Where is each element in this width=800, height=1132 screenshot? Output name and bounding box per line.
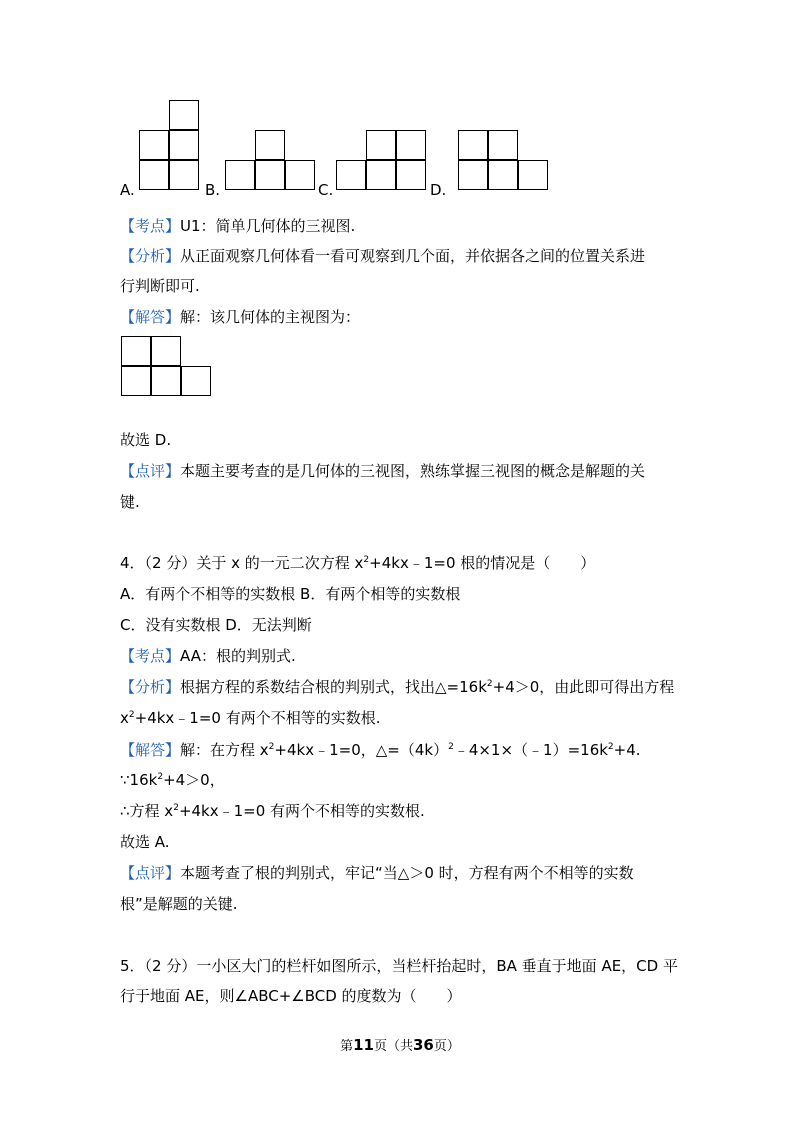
q5-stem-cont: 行于地面 AE，则∠ABC+∠BCD 的度数为（ ） [120, 987, 462, 1005]
q4-stem: 4．（2 分）关于 x 的一元二次方程 $x^2+4kx﹣1=0$ 根的情况是（ ） [120, 554, 596, 572]
q3-jieda: 【解答】解：该几何体的主视图为： [120, 308, 361, 326]
option-d-label: D. [430, 181, 447, 199]
jieda-tag: 【解答】 [120, 308, 181, 326]
dianping-tag: 【点评】 [120, 864, 181, 882]
q4-dianping-cont: 根”是解题的关键. [120, 895, 238, 913]
jieda-tag: 【解答】 [120, 741, 181, 759]
fenxi-tag: 【分析】 [120, 678, 181, 696]
q3-dianping: 【点评】本题主要考查的是几何体的三视图，熟练掌握三视图的概念是解题的关 [120, 462, 646, 480]
q4-kaodian: 【考点】AA：根的判别式. [120, 647, 296, 665]
option-a-label: A. [120, 181, 135, 199]
dianping-tag: 【点评】 [120, 462, 181, 480]
total-pages: 36 [413, 1036, 434, 1054]
q4-choice: 故选 A. [120, 833, 170, 851]
option-c-label: C. [318, 181, 334, 199]
q3-dianping-cont: 键. [120, 493, 140, 511]
q4-therefore: ∴方程 $x^2+4kx﹣1=0$ 有两个不相等的实数根. [120, 802, 425, 820]
kaodian-tag: 【考点】 [120, 217, 181, 235]
option-b-label: B. [205, 181, 221, 199]
fenxi-tag: 【分析】 [120, 247, 181, 265]
q4-fenxi: 【分析】根据方程的系数结合根的判别式，找出$\triangle=16k^2+4>0$，由此即可得出方程 [120, 678, 675, 696]
q4-options-cd: C．没有实数根 D．无法判断 [120, 616, 312, 634]
page-footer: 第11页（共36页） [340, 1036, 460, 1054]
q4-jieda: 【解答】解：在方程 $x^2+4kx﹣1=0$，$\triangle=(4k)^2﹣4\times 1\times(﹣1)=16k^2+4$. [120, 741, 641, 759]
q4-because: $\because 16k^2+4>0$， [120, 771, 225, 789]
q4-options-ab: A．有两个不相等的实数根 B．有两个相等的实数根 [120, 585, 461, 603]
q3-fenxi-cont: 行判断即可. [120, 277, 200, 295]
q3-fenxi: 【分析】从正面观察几何体看一看可观察到几个面，并依据各之间的位置关系进 [120, 247, 646, 265]
q3-choice: 故选 D. [120, 431, 172, 449]
current-page: 11 [353, 1036, 374, 1054]
q3-kaodian: 【考点】U1：简单几何体的三视图. [120, 217, 356, 235]
q5-stem: 5．（2 分）一小区大门的栏杆如图所示，当栏杆抬起时，BA 垂直于地面 AE，CD 平 [120, 957, 678, 975]
kaodian-tag: 【考点】 [120, 647, 181, 665]
q4-fenxi-cont: $x^2+4kx﹣1=0$ 有两个不相等的实数根. [120, 709, 381, 727]
q4-dianping: 【点评】本题考查了根的判别式，牢记“当△＞0 时，方程有两个不相等的实数 [120, 864, 634, 882]
